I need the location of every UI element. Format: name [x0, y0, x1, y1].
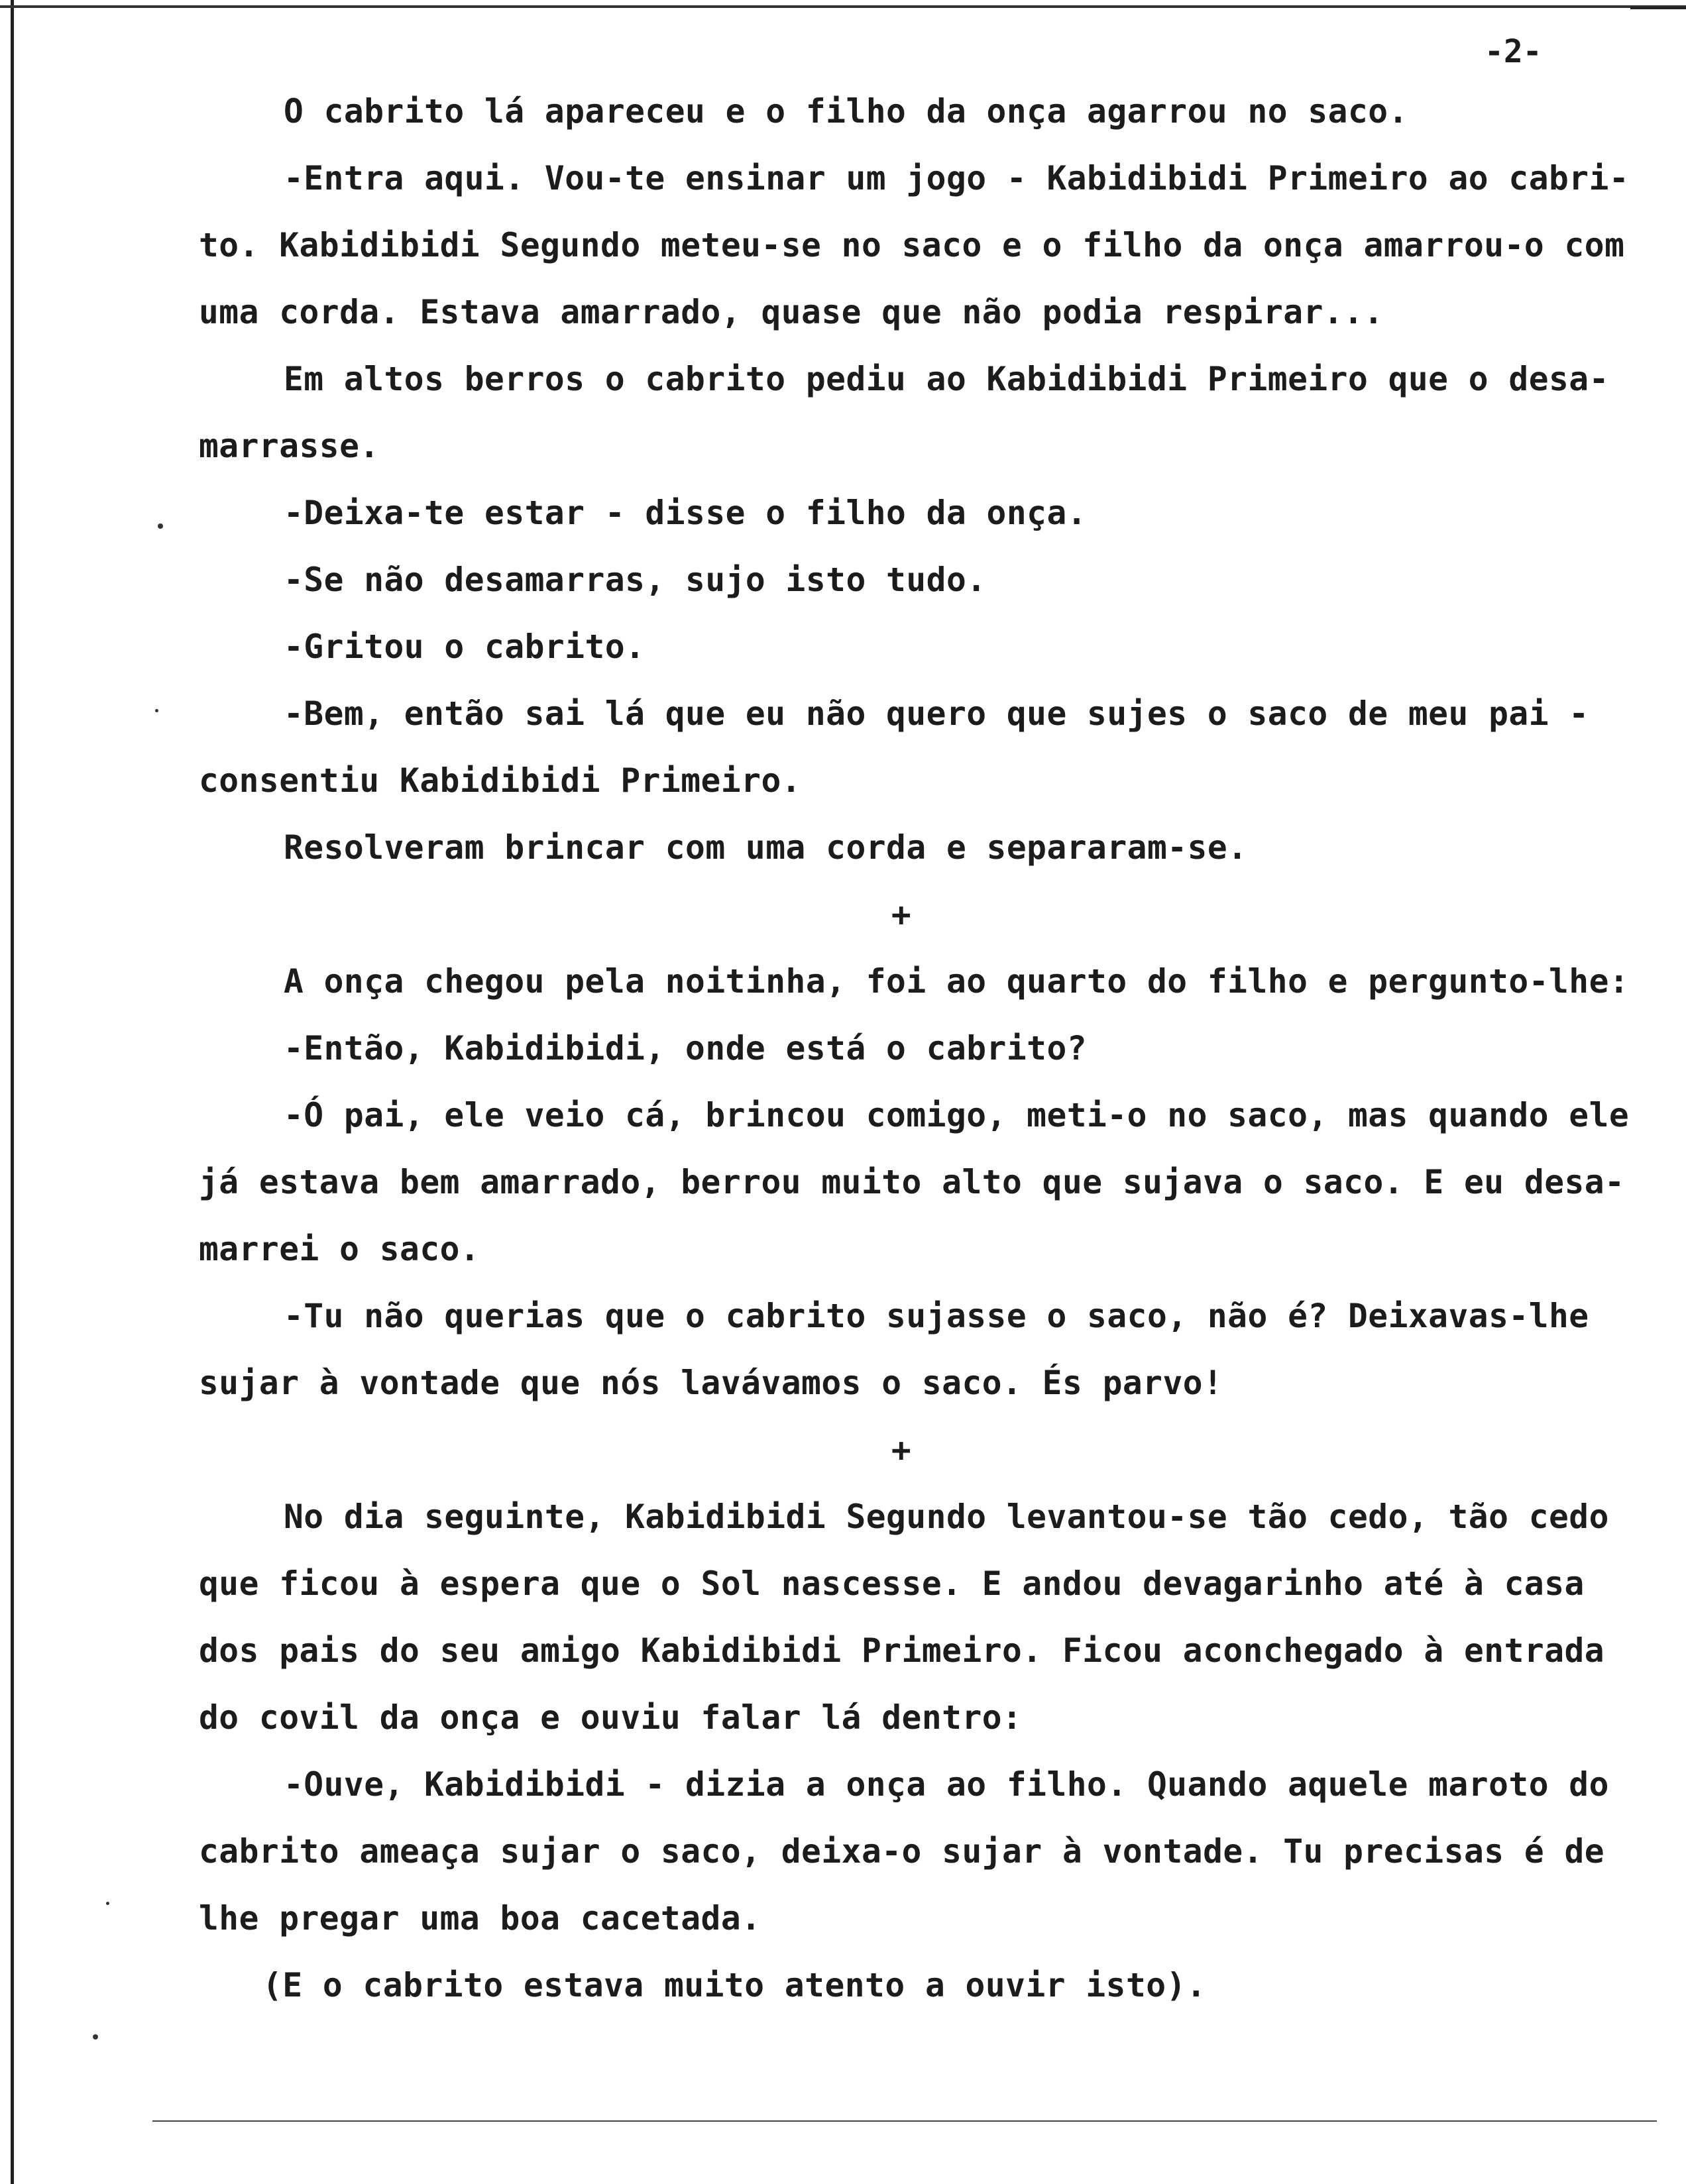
story-text — [199, 78, 1657, 2019]
text-line: marrei o saco. — [199, 1230, 480, 1268]
text-line: Em altos berros o cabrito pediu ao Kabidibidi Primeiro que o desa- — [284, 360, 1609, 398]
page-top-right-edge — [1630, 7, 1686, 9]
scan-speck — [155, 709, 158, 712]
text-line: -Deixa-te estar - disse o filho da onça. — [284, 494, 1088, 532]
section-separator-mark: + — [891, 1431, 912, 1469]
text-line: -Entra aqui. Vou-te ensinar um jogo - Kabidibidi Primeiro ao cabri- — [284, 159, 1630, 197]
text-line: consentiu Kabidibidi Primeiro. — [199, 761, 802, 800]
text-line: -Se não desamarras, sujo isto tudo. — [284, 561, 987, 599]
text-line: -Então, Kabidibidi, onde está o cabrito? — [284, 1029, 1088, 1067]
text-line: lhe pregar uma boa cacetada. — [199, 1899, 761, 1938]
scan-speck — [93, 2034, 98, 2040]
text-line: No dia seguinte, Kabidibidi Segundo levantou-se tão cedo, tão cedo — [284, 1498, 1609, 1536]
text-line: to. Kabidibidi Segundo meteu-se no saco e o filho da onça amarrou-o com — [199, 226, 1625, 264]
text-line: do covil da onça e ouviu falar lá dentro: — [199, 1698, 1023, 1737]
page-left-edge — [11, 0, 14, 2184]
text-line: uma corda. Estava amarrado, quase que não podia respirar... — [199, 293, 1384, 331]
text-line: A onça chegou pela noitinha, foi ao quarto do filho e pergunto-lhe: — [284, 962, 1630, 1001]
text-line: sujar à vontade que nós lavávamos o saco. És parvo! — [199, 1364, 1223, 1402]
scan-speck — [158, 523, 163, 529]
text-line: O cabrito lá apareceu e o filho da onça agarrou no saco. — [284, 92, 1408, 131]
section-separator-mark: + — [891, 895, 912, 934]
text-line: -Gritou o cabrito. — [284, 628, 646, 666]
text-line: Resolveram brincar com uma corda e separaram-se. — [284, 828, 1248, 867]
text-line: -Ouve, Kabidibidi - dizia a onça ao filho. Quando aquele maroto do — [284, 1765, 1609, 1804]
page-number: -2- — [1485, 33, 1542, 70]
text-line: -Bem, então sai lá que eu não quero que sujes o saco de meu pai - — [284, 694, 1589, 733]
bottom-rule — [152, 2120, 1657, 2122]
text-line: (E o cabrito estava muito atento a ouvir isto). — [262, 1966, 1207, 2004]
scan-speck — [106, 1902, 109, 1905]
text-line: que ficou à espera que o Sol nascesse. E andou devagarinho até à casa — [199, 1564, 1585, 1603]
text-line: -Tu não querias que o cabrito sujasse o saco, não é? Deixavas-lhe — [284, 1297, 1589, 1335]
text-line: cabrito ameaça sujar o saco, deixa-o sujar à vontade. Tu precisas é de — [199, 1832, 1605, 1871]
text-line: -Ó pai, ele veio cá, brincou comigo, meti-o no saco, mas quando ele — [284, 1096, 1630, 1134]
text-line: dos pais do seu amigo Kabidibidi Primeiro. Ficou aconchegado à entrada — [199, 1631, 1605, 1670]
page-top-edge — [0, 5, 1686, 8]
text-line: já estava bem amarrado, berrou muito alto que sujava o saco. E eu desa- — [199, 1163, 1625, 1201]
text-line: marrasse. — [199, 427, 380, 465]
